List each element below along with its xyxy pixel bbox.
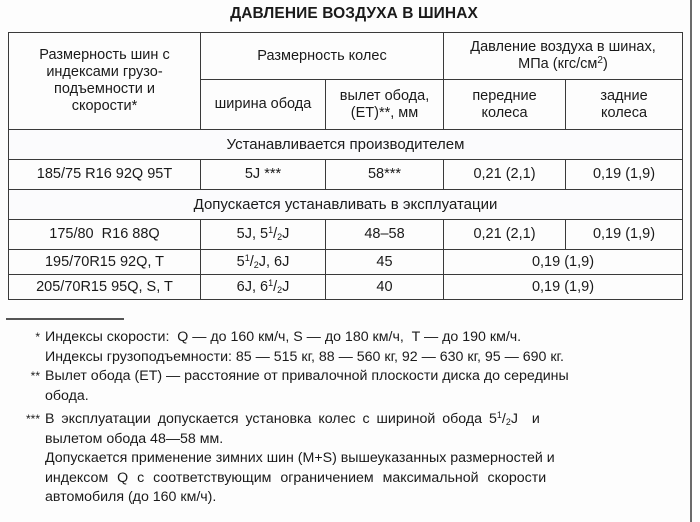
footnote-operation — [8, 410, 680, 508]
cell-front-rear: 0,19 (1,9) — [444, 275, 683, 300]
value-text: 5J, 5 — [236, 226, 269, 242]
fraction-den: 2 — [253, 259, 259, 270]
cell-front: 0,21 (2,1) — [444, 160, 566, 190]
cell-front-rear: 0,19 (1,9) — [444, 250, 683, 275]
fraction-num: 1 — [496, 410, 502, 420]
header-text: подъемности и — [53, 81, 156, 97]
header-rim-width: ширина обода — [201, 80, 326, 130]
header-text: Давление воздуха в шинах, — [470, 39, 656, 55]
footnote-mark: * — [35, 330, 40, 344]
header-offset — [326, 80, 444, 130]
header-text: вылет обода, — [339, 87, 430, 104]
footnote-text: обода. — [45, 387, 89, 404]
fraction-slash: / — [273, 278, 278, 295]
fraction-num: 1 — [268, 277, 274, 288]
tire-pressure-table — [8, 32, 683, 300]
footnote-text: вылетом обода 48—58 мм. — [45, 430, 224, 447]
cell-rim-width — [201, 275, 326, 300]
fraction-num: 1 — [244, 252, 250, 263]
fraction-den: 2 — [277, 232, 283, 242]
page-title: ДАВЛЕНИЕ ВОЗДУХА В ШИНАХ — [230, 5, 478, 22]
footnote-text-part: J и — [510, 411, 540, 427]
value-text: 5 — [236, 253, 245, 270]
footnote-text: Допускается применение зимних шин (M+S) вышеуказанных размерностей и — [45, 450, 555, 466]
footnote-text: Индексы скорости: Q — до 160 км/ч, S — до 180 км/ч, T — до 190 км/ч. — [45, 329, 522, 345]
cell-rear: 0,19 (1,9) — [566, 160, 683, 190]
header-pressure — [444, 33, 683, 80]
section-label: Устанавливается производителем — [9, 130, 683, 160]
header-text: задние — [600, 87, 648, 104]
fraction-slash: / — [249, 253, 254, 270]
header-text: колеса — [600, 104, 648, 121]
cell-tire: 195/70R15 92Q, T — [9, 250, 201, 275]
footnote-offset — [8, 367, 680, 406]
header-text: индексами грузо- — [46, 64, 163, 80]
table-header-row — [9, 33, 683, 80]
fraction-slash: / — [501, 411, 506, 427]
footnote-speed-load — [8, 328, 680, 367]
cell-rim-width — [201, 220, 326, 250]
fraction-num: 1 — [268, 225, 274, 235]
cell-tire: 175/80 R16 88Q — [9, 220, 201, 250]
cell-rim-width: 5J *** — [201, 160, 326, 190]
footnote-text: Вылет обода (ЕТ) — расстояние от привалочной плоскости диска до середины — [45, 368, 569, 384]
fraction-den: 2 — [505, 417, 511, 427]
table-row — [9, 220, 683, 250]
footnote-separator — [6, 318, 124, 320]
header-text: МПа (кгс/см — [518, 56, 598, 72]
cell-rim-width — [201, 250, 326, 275]
header-front — [444, 80, 566, 130]
value-text: J, 6J — [258, 253, 290, 270]
section-label: Допускается устанавливать в эксплуатации — [9, 190, 683, 220]
cell-offset: 58*** — [326, 160, 444, 190]
header-tire-size — [9, 33, 201, 130]
footnote-text: Индексы грузоподъемности: 85 — 515 кг, 88 — 560 кг, 92 — 630 кг, 95 — 690 кг. — [45, 348, 564, 365]
cell-offset: 45 — [326, 250, 444, 275]
value-text: J — [282, 278, 290, 295]
header-text: скорости* — [71, 98, 138, 114]
footnote-text — [45, 410, 680, 430]
footnote-mark: *** — [25, 412, 40, 426]
table-row — [9, 250, 683, 275]
cell-offset: 40 — [326, 275, 444, 300]
table-row — [9, 275, 683, 300]
cell-tire: 205/70R15 95Q, S, T — [9, 275, 201, 300]
header-text: (ЕТ)**, мм — [350, 104, 419, 121]
footnote-text-part: В эксплуатации допускается установка колес с шириной обода 5 — [45, 411, 497, 427]
header-wheel-size: Размерность колес — [201, 33, 444, 80]
page-edge-border — [690, 0, 692, 522]
cell-offset: 48–58 — [326, 220, 444, 250]
header-text: колеса — [481, 104, 528, 121]
value-text: J — [282, 226, 290, 242]
value-text: 6J, 6 — [236, 278, 269, 295]
header-rear — [566, 80, 683, 130]
footnote-text: автомобиля (до 160 км/ч). — [45, 489, 217, 505]
cell-rear: 0,19 (1,9) — [566, 220, 683, 250]
footnote-text: индексом Q с соответствующим ограничением максимальной скорости — [45, 469, 547, 486]
header-text: Размерность шин с — [39, 47, 170, 63]
header-text: передние — [472, 87, 537, 104]
fraction-den: 2 — [277, 284, 283, 295]
header-text: ) — [602, 56, 608, 72]
section-row-factory — [9, 130, 683, 160]
table-row — [9, 160, 683, 190]
superscript: 2 — [597, 55, 603, 66]
cell-tire: 185/75 R16 92Q 95T — [9, 160, 201, 190]
cell-front: 0,21 (2,1) — [444, 220, 566, 250]
section-row-allowed — [9, 190, 683, 220]
footnote-mark: ** — [30, 369, 40, 383]
fraction-slash: / — [273, 226, 278, 242]
